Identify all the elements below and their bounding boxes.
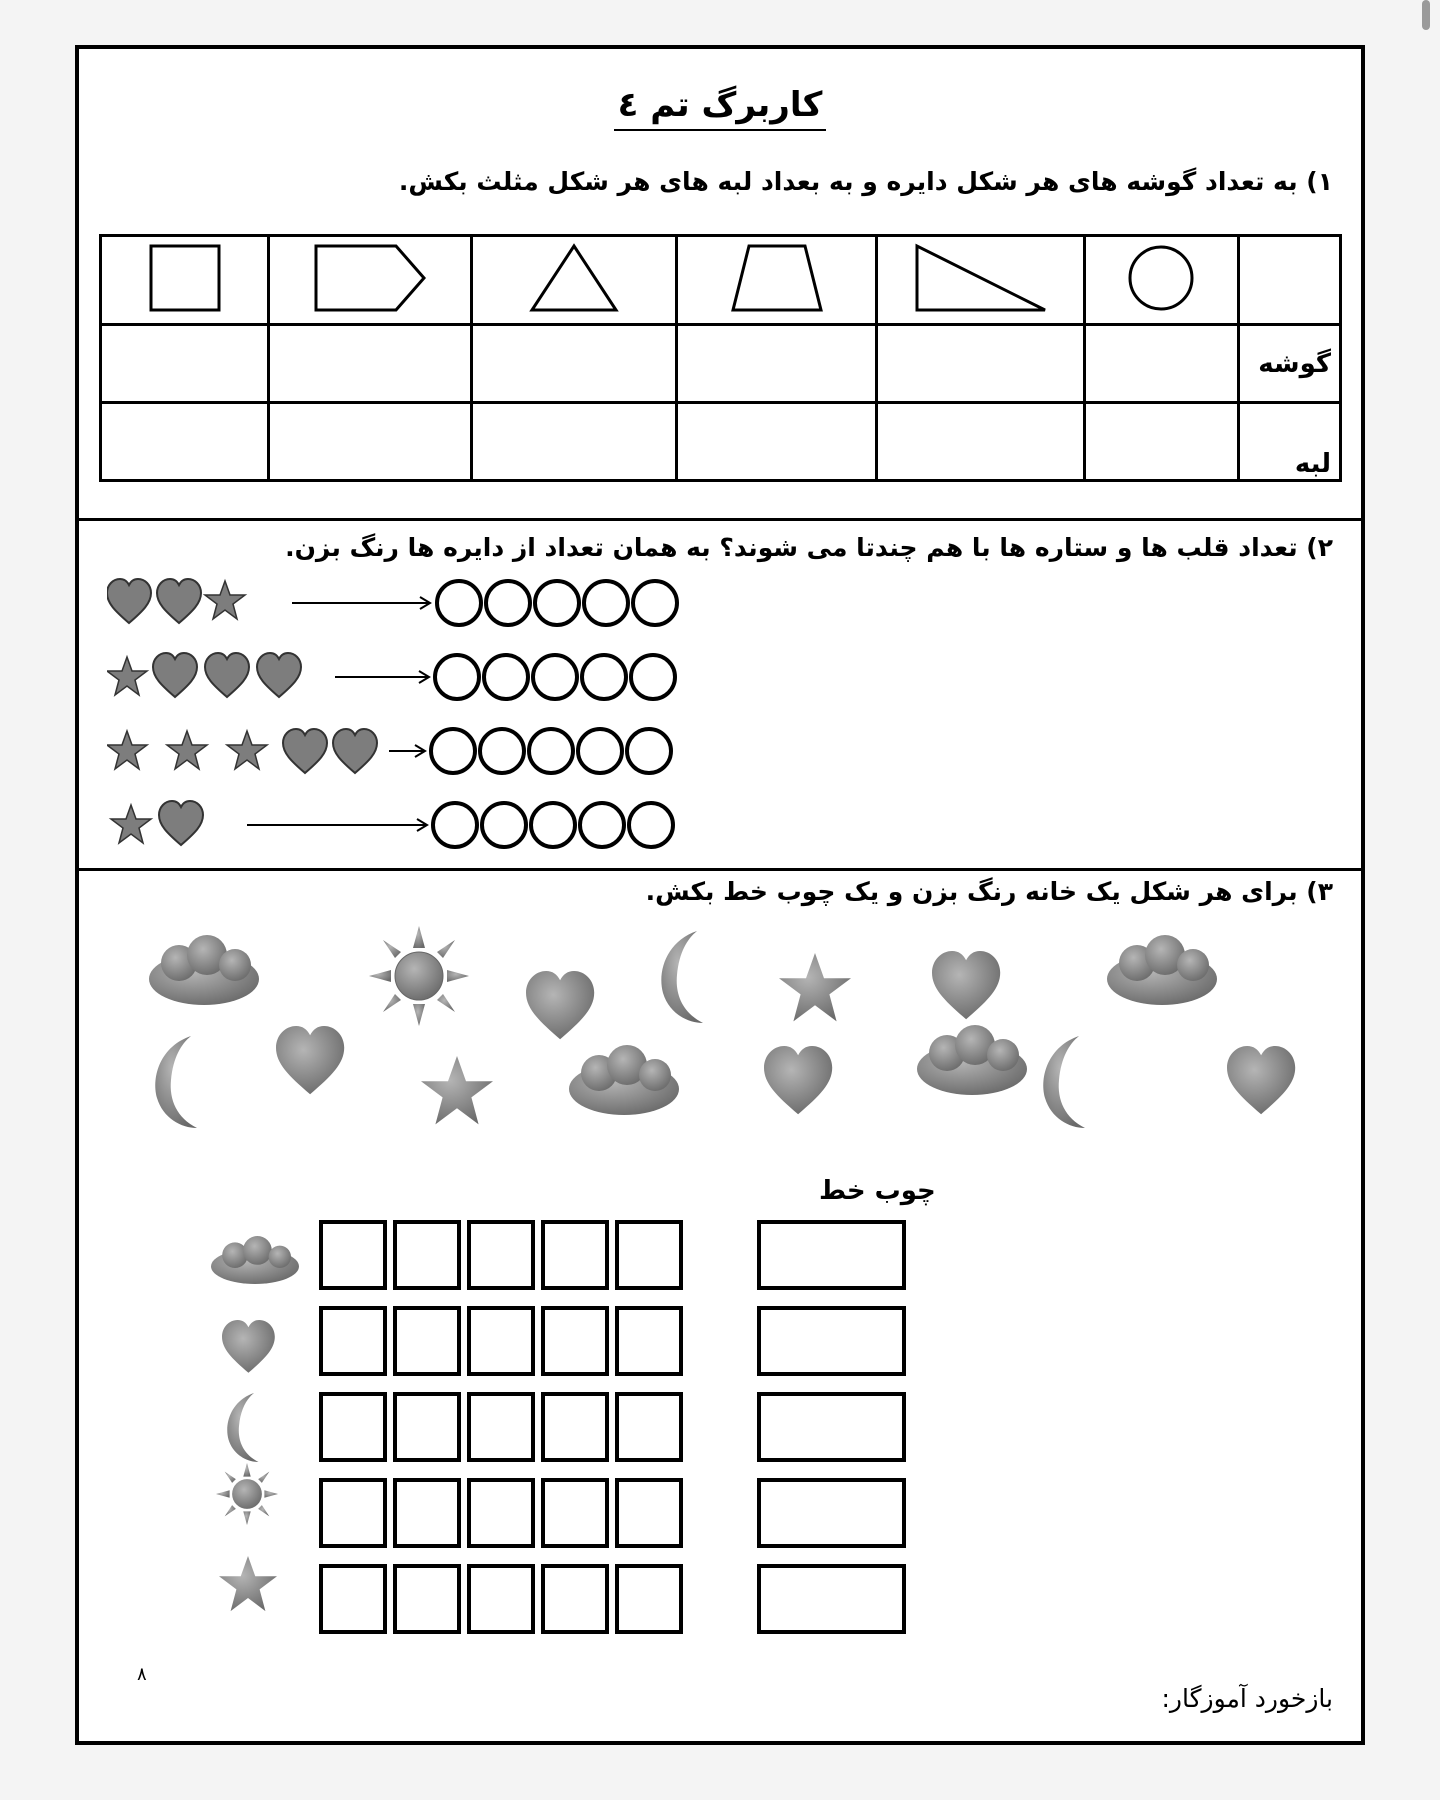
answer-circle[interactable] [533,655,577,699]
heart-icon [159,801,203,845]
row-label-corners: گوشه [1238,325,1340,403]
box-row-heart [321,1308,904,1374]
tally-box[interactable] [543,1222,607,1288]
question-2-text: ۲) تعداد قلب ها و ستاره ها با هم چندتا می شوند؟ به همان تعداد از دایره ها رنگ بزن. [285,533,1333,562]
answer-cell[interactable] [472,325,676,403]
tally-mark-box[interactable] [759,1394,904,1460]
tally-box[interactable] [543,1308,607,1374]
cloud-icon [1107,935,1217,1005]
cloud-icon [149,935,259,1005]
heart-icon [932,951,1000,1019]
question-1-section [79,49,1361,521]
trapezoid-icon [727,242,827,314]
count-row-4 [107,795,687,855]
answer-circle[interactable] [633,581,677,625]
answer-cell[interactable] [676,403,877,481]
count-row-3 [107,721,687,781]
tally-box[interactable] [321,1566,385,1632]
star-icon [111,805,151,843]
page-number: ۸ [137,1664,147,1685]
cloud-icon [569,1045,679,1115]
answer-circle[interactable] [631,655,675,699]
answer-circle[interactable] [433,803,477,847]
box-row-cloud [321,1222,904,1288]
answer-cell[interactable] [101,403,269,481]
count-row-2 [107,647,687,707]
tally-box[interactable] [617,1222,681,1288]
heart-icon [526,971,594,1039]
answer-cell[interactable] [877,403,1085,481]
answer-cell[interactable] [676,325,877,403]
header-empty-cell [1238,236,1340,325]
tally-box[interactable] [395,1394,459,1460]
tally-mark-box[interactable] [759,1222,904,1288]
question-3-text: ۳) برای هر شکل یک خانه رنگ بزن و یک چوب خط بکش. [645,877,1333,906]
tally-box[interactable] [543,1394,607,1460]
circle-icon [1126,243,1196,313]
tally-box[interactable] [321,1394,385,1460]
tally-box[interactable] [469,1394,533,1460]
tally-box[interactable] [469,1308,533,1374]
box-row-sun [321,1480,904,1546]
box-row-moon [321,1394,904,1460]
tally-box[interactable] [321,1308,385,1374]
heart-icon [764,1046,832,1114]
tally-box[interactable] [321,1222,385,1288]
answer-circle[interactable] [480,729,524,773]
tally-box[interactable] [469,1222,533,1288]
star-icon [779,953,851,1021]
heart-icon [276,1026,344,1094]
star-icon [219,1556,277,1611]
answer-cell[interactable] [269,325,472,403]
heart-icon [257,653,301,697]
question-3-section [79,871,1361,1741]
tally-mark-box[interactable] [759,1308,904,1374]
scattered-shapes [79,921,1361,1161]
shapes-table [99,234,1342,482]
answer-circle[interactable] [435,655,479,699]
circle-cell [1085,236,1238,325]
star-icon [107,657,147,695]
heart-icon [1227,1046,1295,1114]
answer-circle[interactable] [431,729,475,773]
star-icon [167,731,207,769]
answer-circle[interactable] [437,581,481,625]
tally-box[interactable] [543,1480,607,1546]
moon-icon [155,1036,197,1128]
answer-circle[interactable] [482,803,526,847]
answer-circle[interactable] [580,803,624,847]
tally-box[interactable] [469,1566,533,1632]
pentagon-cell [269,236,472,325]
square-cell [101,236,269,325]
answer-circle[interactable] [582,655,626,699]
answer-circle[interactable] [484,655,528,699]
star-icon [227,731,267,769]
right-triangle-cell [877,236,1085,325]
answer-cell[interactable] [269,403,472,481]
sun-icon [216,1463,278,1525]
moon-icon [1043,1036,1085,1128]
answer-circle[interactable] [535,581,579,625]
count-row-1 [107,573,687,633]
answer-cell[interactable] [1085,325,1238,403]
tally-box[interactable] [395,1222,459,1288]
star-icon [205,581,245,619]
moon-icon [227,1393,258,1462]
moon-icon [661,931,703,1023]
sun-icon [369,926,469,1026]
tally-box[interactable] [617,1480,681,1546]
answer-circle[interactable] [578,729,622,773]
heart-icon [107,579,151,623]
square-icon [147,242,223,314]
worksheet-title: کاربرگ تم ٤ [79,85,1361,125]
tally-box[interactable] [395,1308,459,1374]
tally-box[interactable] [543,1566,607,1632]
tally-box[interactable] [617,1308,681,1374]
question-2-section [79,521,1361,871]
worksheet-page [75,45,1365,1745]
question-1-text: ۱) به تعداد گوشه های هر شکل دایره و به بعداد لبه های هر شکل مثلث بکش. [398,167,1333,196]
star-icon [107,731,147,769]
right-triangle-icon [911,242,1051,314]
answer-cell[interactable] [472,403,676,481]
star-icon [421,1056,493,1124]
tally-box[interactable] [395,1480,459,1546]
answer-circle[interactable] [627,729,671,773]
tally-box[interactable] [617,1566,681,1632]
heart-icon [333,729,377,773]
answer-circle[interactable] [486,581,530,625]
cloud-icon [917,1025,1027,1095]
tally-box[interactable] [469,1480,533,1546]
scrollbar[interactable] [1422,0,1430,30]
row-label-edges: لبه [1238,403,1340,481]
tally-box[interactable] [617,1394,681,1460]
tally-mark-box[interactable] [759,1566,904,1632]
answer-circle[interactable] [529,729,573,773]
heart-icon [153,653,197,697]
answer-circle[interactable] [584,581,628,625]
teacher-feedback-label: بازخورد آموزگار: [1161,1684,1333,1713]
triangle-cell [472,236,676,325]
heart-icon [205,653,249,697]
pentagon-arrow-icon [312,242,428,314]
tally-label: چوب خط [819,1176,936,1206]
answer-cell[interactable] [877,325,1085,403]
tally-box[interactable] [395,1566,459,1632]
tally-box[interactable] [321,1480,385,1546]
trapezoid-cell [676,236,877,325]
tally-grid [199,1216,1099,1656]
triangle-icon [528,242,620,314]
answer-circle[interactable] [531,803,575,847]
heart-icon [157,579,201,623]
tally-mark-box[interactable] [759,1480,904,1546]
answer-circle[interactable] [629,803,673,847]
cloud-icon [211,1236,299,1284]
heart-icon [283,729,327,773]
answer-cell[interactable] [1085,403,1238,481]
box-row-star [321,1566,904,1632]
answer-cell[interactable] [101,325,269,403]
heart-icon [222,1320,275,1373]
